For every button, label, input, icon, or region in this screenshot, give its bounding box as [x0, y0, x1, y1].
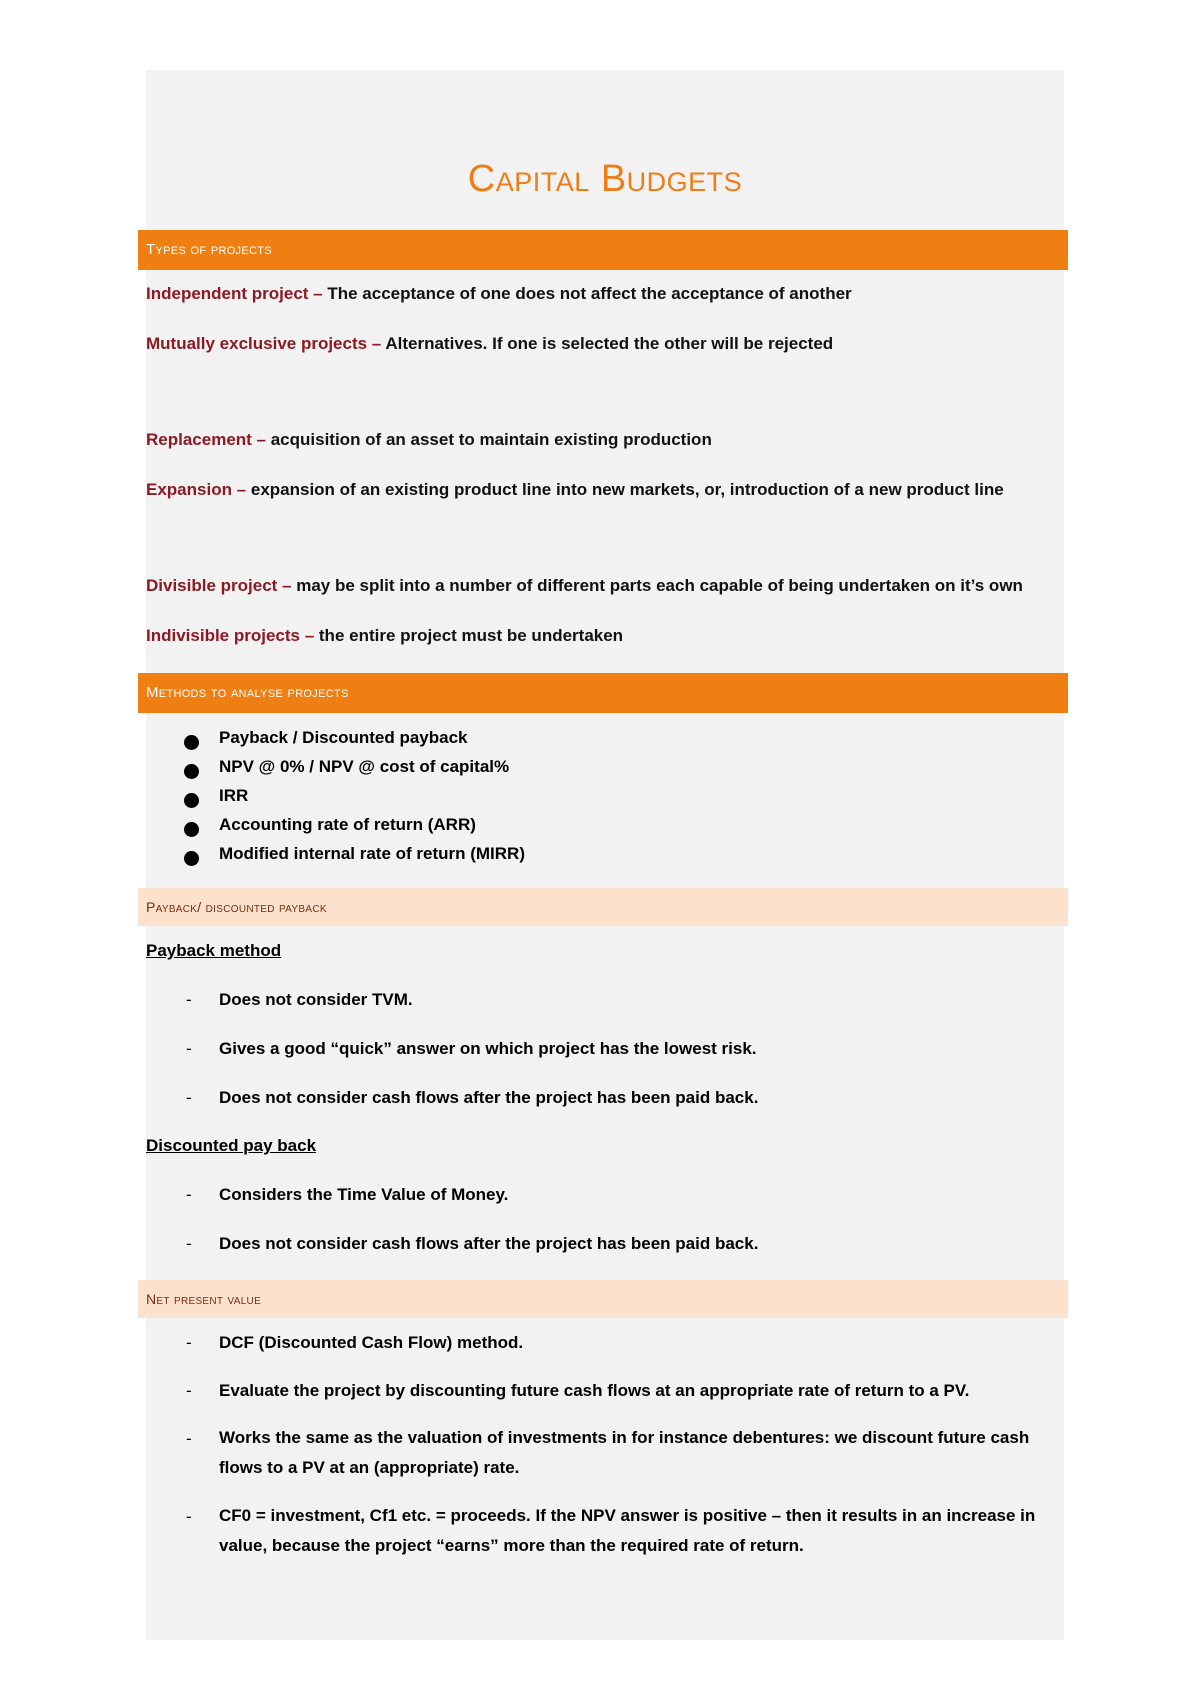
npv-item: CF0 = investment, Cf1 etc. = proceeds. If the NPV answer is positive – then it results in an increase in value, because the project “earns” more than the required rate of return. — [219, 1506, 1036, 1555]
dash-marker: - — [186, 1507, 192, 1526]
bullet-icon — [184, 822, 199, 837]
dash-marker: - — [186, 990, 192, 1009]
payback-method-heading: Payback method — [146, 941, 282, 960]
dash-marker: - — [186, 1333, 192, 1352]
discounted-payback-item: Considers the Time Value of Money. — [219, 1185, 509, 1204]
bullet-icon — [184, 851, 199, 866]
type-replacement: Replacement – acquisition of an asset to maintain existing production — [146, 430, 712, 449]
payback-item: Does not consider cash flows after the project has been paid back. — [219, 1088, 759, 1107]
dash-marker: - — [186, 1185, 192, 1204]
type-expansion: Expansion – expansion of an existing product line into new markets, or, introduction of a new product line — [146, 480, 1004, 499]
npv-item: Evaluate the project by discounting future cash flows at an appropriate rate of return to a PV. — [219, 1381, 970, 1400]
method-item: Payback / Discounted payback — [219, 728, 468, 747]
npv-item: DCF (Discounted Cash Flow) method. — [219, 1333, 524, 1352]
bullet-icon — [184, 735, 199, 750]
dash-marker: - — [186, 1381, 192, 1400]
subsection-header-payback: Payback/ discounted payback — [138, 888, 1068, 926]
payback-item: Gives a good “quick” answer on which project has the lowest risk. — [219, 1039, 757, 1058]
dash-marker: - — [186, 1234, 192, 1253]
section-header-methods: Methods to analyse projects — [138, 673, 1068, 713]
discounted-payback-heading: Discounted pay back — [146, 1136, 317, 1155]
discounted-payback-item: Does not consider cash flows after the project has been paid back. — [219, 1234, 759, 1253]
subsection-header-npv: Net present value — [138, 1280, 1068, 1318]
page-title: Capital Budgets — [467, 158, 743, 200]
dash-marker: - — [186, 1039, 192, 1058]
method-item: IRR — [219, 786, 249, 805]
payback-item: Does not consider TVM. — [219, 990, 413, 1009]
method-item: Modified internal rate of return (MIRR) — [219, 844, 525, 863]
dash-marker: - — [186, 1088, 192, 1107]
method-item: Accounting rate of return (ARR) — [219, 815, 476, 834]
bullet-icon — [184, 793, 199, 808]
document-page — [146, 70, 1064, 1640]
type-mutually-exclusive: Mutually exclusive projects – Alternatives. If one is selected the other will be rejected — [146, 334, 834, 353]
type-independent: Independent project – The acceptance of one does not affect the acceptance of another — [146, 284, 852, 303]
section-header-types: Types of projects — [138, 230, 1068, 270]
bullet-icon — [184, 764, 199, 779]
npv-item: Works the same as the valuation of investments in for instance debentures: we discount future cash flows to a PV at an (appropriate) rate. — [219, 1428, 1030, 1477]
type-indivisible: Indivisible projects – the entire project must be undertaken — [146, 626, 624, 645]
dash-marker: - — [186, 1429, 192, 1448]
type-divisible: Divisible project – may be split into a number of different parts each capable of being undertaken on it’s own — [146, 576, 1023, 595]
method-item: NPV @ 0% / NPV @ cost of capital% — [219, 757, 510, 776]
